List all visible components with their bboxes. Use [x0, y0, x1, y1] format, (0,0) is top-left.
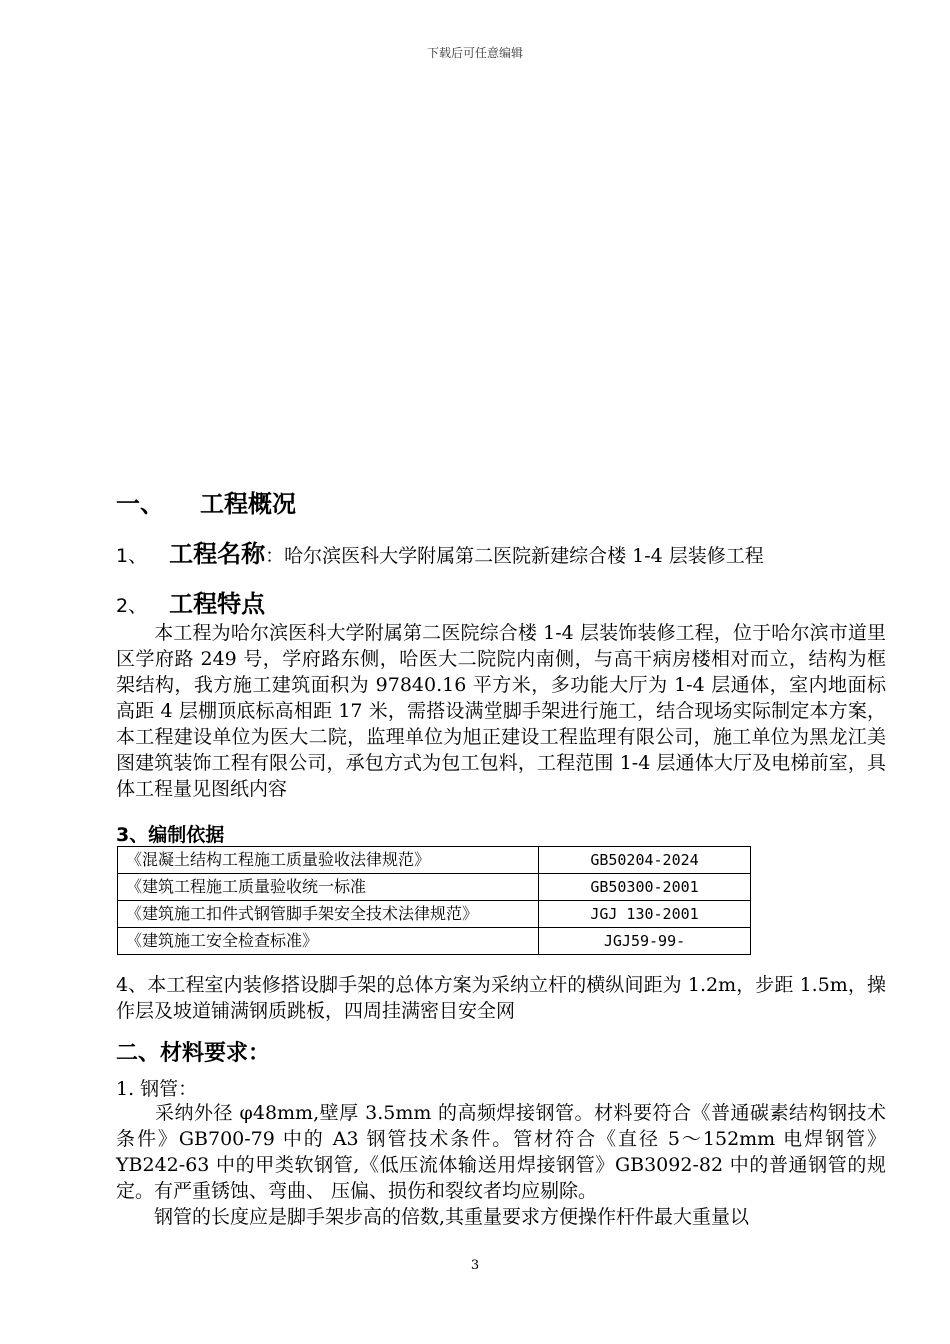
- page-number: 3: [470, 1258, 480, 1273]
- section-1-heading: [116, 484, 296, 519]
- standard-name: 《混凝土结构工程施工质量验收法律规范》: [118, 847, 539, 874]
- section-1-title: 工程概况: [200, 490, 296, 518]
- steel-pipe-length-paragraph: 钢管的长度应是脚手架步高的倍数,其重量要求方便操作杆件最大重量以: [116, 1206, 750, 1228]
- project-name-value: 哈尔滨医科大学附属第二医院新建综合楼 1-4 层装修工程: [284, 545, 764, 567]
- project-name-row: [116, 534, 764, 569]
- standard-name: 《建筑工程施工质量验收统一标准: [118, 874, 539, 901]
- table-row: [118, 901, 751, 928]
- item-1-number: 1、: [116, 545, 148, 567]
- standard-code: GB50204-2024: [539, 847, 751, 874]
- compilation-basis-heading: 3、编制依据: [116, 824, 225, 846]
- compilation-basis-table: [117, 846, 751, 955]
- project-name-label: 工程名称: [169, 540, 266, 568]
- project-features-row: [116, 584, 265, 619]
- standard-name: 《建筑施工安全检查标准》: [118, 928, 539, 955]
- table-row: [118, 847, 751, 874]
- standard-code: JGJ 130-2001: [539, 901, 751, 928]
- project-features-paragraph: 本工程为哈尔滨医科大学附属第二医院综合楼 1-4 层装饰装修工程，位于哈尔滨市道里区学府路 249 号，学府路东侧，哈医大二院院内南侧，与高干病房楼相对而立，结构为框架结构，我方施工建筑面积为 97840.16 平方米，多功能大厅为 1-4 层通体，室内地面标高距 4 层棚顶底标高相距 17 米，需搭设满堂脚手架进行施工，结合现场实际制定本方案，本工程建设单位为医大二院，监理单位为旭正建设工程监理有限公司，施工单位为黑龙江美图建筑装饰工程有限公司，承包方式为包工包料，工程范围 1-4 层通体大厅及电梯前室，具体工程量见图纸内容: [116, 622, 886, 800]
- steel-pipe-paragraph: 采纳外径 φ48mm,壁厚 3.5mm 的高频焊接钢管。材料要符合《普通碳素结构钢技术条件》GB700-79 中的 A3 钢管技术条件。管材符合《直径 5～152mm 电焊钢管》YB242-63 中的甲类软钢管,《低压流体输送用焊接钢管》GB3092-82 中的普通钢管的规定。有严重锈蚀、弯曲、 压偏、损伤和裂纹者均应剔除。: [116, 1102, 886, 1202]
- item-2-number: 2、: [116, 595, 148, 617]
- scaffold-plan-paragraph: 4、本工程室内装修搭设脚手架的总体方案为采纳立杆的横纵间距为 1.2m，步距 1.5m，操作层及坡道铺满钢质跳板，四周挂满密目安全网: [116, 974, 886, 1022]
- section-2-heading: 二、材料要求：: [116, 1041, 271, 1066]
- table-row: [118, 874, 751, 901]
- standard-code: JGJ59-99-: [539, 928, 751, 955]
- standard-code: GB50300-2001: [539, 874, 751, 901]
- table-row: [118, 928, 751, 955]
- standard-name: 《建筑施工扣件式钢管脚手架安全技术法律规范》: [118, 901, 539, 928]
- section-1-number: 一、: [116, 490, 164, 518]
- project-name-colon: ：: [265, 545, 285, 567]
- steel-pipe-subheading: 1. 钢管：: [116, 1078, 198, 1100]
- project-features-label: 工程特点: [169, 590, 266, 618]
- page-header-note: 下载后可任意编辑: [426, 46, 523, 60]
